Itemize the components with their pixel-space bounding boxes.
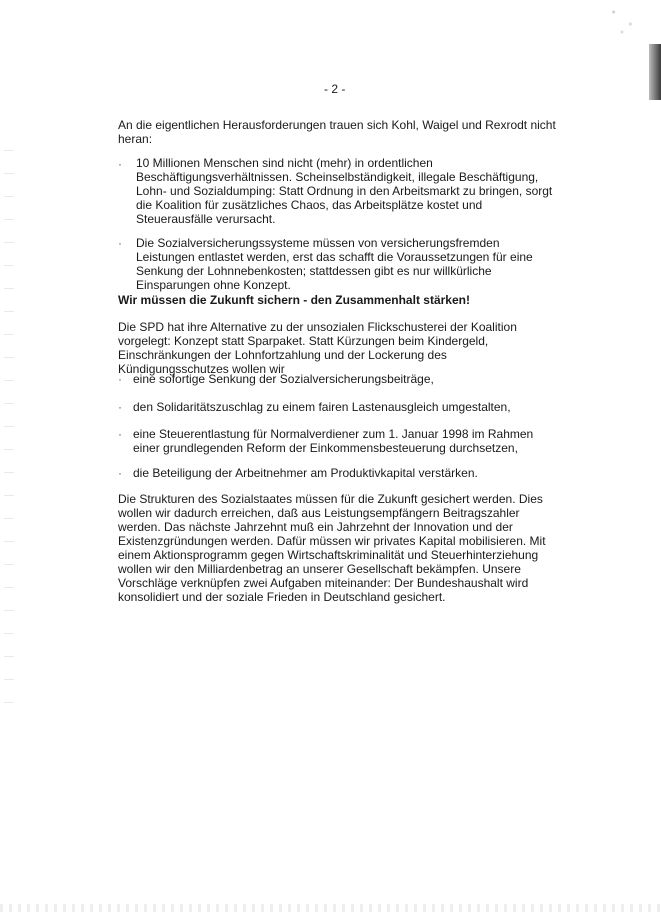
spd-point: den Solidaritätszuschlag zu einem fairen Lastenausgleich umgestalten, <box>133 400 511 414</box>
spd-point: eine sofortige Senkung der Sozialversicherungsbeiträge, <box>133 372 434 386</box>
bullet-icon: · <box>118 466 122 480</box>
bullet-icon: · <box>118 236 122 250</box>
intro-paragraph: An die eigentlichen Herausforderungen trauen sich Kohl, Waigel und Rexrodt nicht heran: <box>118 118 556 146</box>
bullet-icon: · <box>118 157 122 171</box>
scan-edge-shadow <box>649 44 661 100</box>
spd-point: eine Steuerentlastung für Normalverdiener zum 1. Januar 1998 im Rahmen einer grundlegenden Reform der Einkommensbesteuerung durchsetzen, <box>133 427 534 455</box>
challenge-item: Die Sozialversicherungssysteme müssen von versicherungsfremden Leistungen entlastet werden, erst das schafft die Voraussetzungen für eine Senkung der Lohnnebenkosten; stattdessen gibt es nur willkürliche Einsparungen ohne Konzept. <box>136 236 533 292</box>
spd-intro-paragraph: Die SPD hat ihre Alternative zu der unsozialen Flickschusterei der Koalition vorgelegt: Konzept statt Sparpaket. Statt Kürzungen beim Kindergeld, Einschränkungen der Lohnfortzahlung und der Lockerung des Kündigungsschutzes wollen wir <box>118 320 517 376</box>
scan-noise <box>0 904 661 912</box>
bullet-icon: · <box>118 400 122 414</box>
bullet-icon: · <box>118 427 122 441</box>
scan-noise <box>4 150 14 710</box>
section-heading: Wir müssen die Zukunft sichern - den Zusammenhalt stärken! <box>118 293 470 307</box>
closing-paragraph: Die Strukturen des Sozialstaates müssen für die Zukunft gesichert werden. Dies wollen wir dadurch erreichen, daß aus Leistungsempfängern Beitragszahler werden. Das nächste Jahrzehnt muß ein Jahrzehnt der Innovation und der Existenzgründungen werden. Dafür müssen wir privates Kapital mobilisieren. Mit einem Aktionsprogramm gegen Wirtschaftskriminalität und Steuerhinterziehung wollen wir den Milliardenbetrag an unserer Gesellschaft bekämpfen. Unsere Vorschläge verknüpfen zwei Aufgaben miteinander: Der Bundeshaushalt wird konsolidiert und der soziale Frieden in Deutschland gesichert. <box>118 492 546 604</box>
bullet-icon: · <box>118 372 122 386</box>
scan-noise <box>601 0 643 40</box>
page-number: - 2 - <box>324 82 346 96</box>
spd-point: die Beteiligung der Arbeitnehmer am Produktivkapital verstärken. <box>133 466 478 480</box>
challenge-item: 10 Millionen Menschen sind nicht (mehr) in ordentlichen Beschäftigungsverhältnissen. Scheinselbständigkeit, illegale Beschäftigung, Lohn- und Sozialdumping: Statt Ordnung in den Arbeitsmarkt zu bringen, sorgt die Koalition für zusätzliches Chaos, das Arbeitsplätze kostet und Steuerausfälle verursacht. <box>136 156 553 226</box>
